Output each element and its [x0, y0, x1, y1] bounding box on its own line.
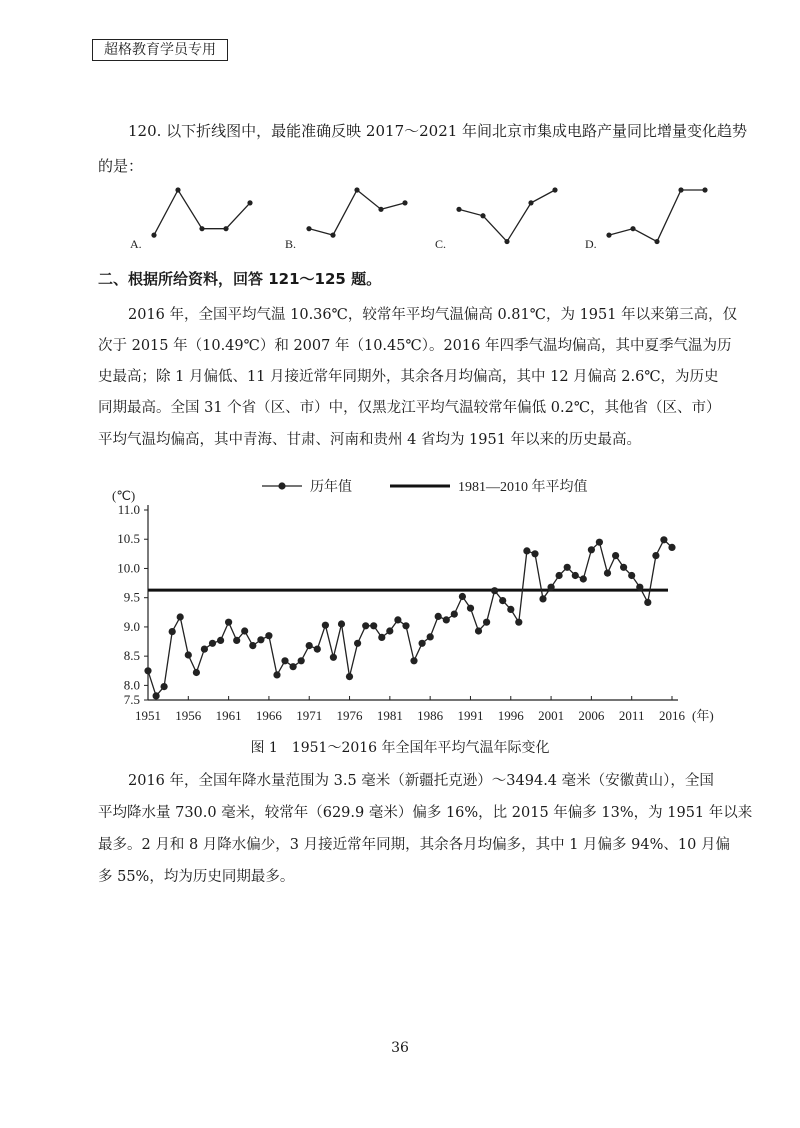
data-point	[338, 620, 345, 627]
option-label: A.	[130, 237, 142, 251]
y-tick-label: 8.5	[123, 648, 140, 664]
data-point	[628, 572, 635, 579]
data-point	[281, 657, 288, 664]
data-point	[435, 613, 442, 620]
option-point	[528, 200, 533, 205]
data-point	[314, 646, 321, 653]
option-line	[609, 190, 705, 242]
x-tick-label: 2016	[659, 708, 685, 723]
y-tick-label: 11.0	[117, 502, 140, 517]
option-point	[175, 187, 180, 192]
data-point	[233, 637, 240, 644]
data-point	[451, 611, 458, 618]
data-point	[177, 613, 184, 620]
paragraph-2-line: 最多。2 月和 8 月降水偏少，3 月接近常年同期，其余各月均偏多，其中 1 月偏多 94%、10 月偏	[98, 837, 730, 853]
data-point	[410, 657, 417, 664]
x-tick-label: 1971	[296, 708, 323, 723]
data-point	[330, 654, 337, 661]
data-point	[475, 627, 482, 634]
legend-series-marker	[278, 482, 285, 489]
data-point	[419, 640, 426, 647]
data-point	[572, 572, 579, 579]
x-tick-label: 2001	[538, 708, 565, 723]
data-point	[499, 597, 506, 604]
option-chart-a	[130, 187, 253, 251]
legend	[262, 478, 588, 495]
option-point	[378, 207, 383, 212]
data-point	[290, 663, 297, 670]
y-tick-label: 10.5	[117, 531, 140, 547]
data-point	[523, 547, 530, 554]
data-point	[370, 622, 377, 629]
data-point	[459, 593, 466, 600]
option-line	[459, 190, 555, 242]
data-point	[507, 606, 514, 613]
header-label: 超格教育学员专用	[92, 39, 228, 61]
option-point	[678, 187, 683, 192]
paragraph-2-line: 多 55%，均为历史同期最多。	[98, 869, 295, 885]
x-tick-label: 1966	[255, 708, 282, 723]
page-number: 36	[391, 1040, 409, 1056]
data-point	[620, 564, 627, 571]
x-tick-label: 2006	[578, 708, 605, 723]
y-tick-label: 9.5	[123, 589, 140, 605]
option-point	[552, 187, 557, 192]
y-tick-label: 10.0	[117, 560, 140, 576]
series-line	[148, 540, 672, 696]
data-point	[556, 572, 563, 579]
data-point	[144, 667, 151, 674]
option-point	[402, 200, 407, 205]
data-point	[427, 633, 434, 640]
data-point	[225, 619, 232, 626]
data-point	[153, 692, 160, 699]
question-line-2: 的是：	[98, 157, 144, 175]
data-point	[515, 619, 522, 626]
option-point	[223, 226, 228, 231]
section-title: 二、根据所给资料，回答 121～125 题。	[98, 270, 382, 288]
data-point	[201, 646, 208, 653]
data-point	[298, 657, 305, 664]
option-point	[306, 226, 311, 231]
x-tick-label: 1956	[175, 708, 202, 723]
data-point	[185, 651, 192, 658]
data-point	[249, 642, 256, 649]
data-point	[241, 627, 248, 634]
x-tick-label: 1981	[376, 708, 403, 723]
option-point	[702, 187, 707, 192]
data-point	[580, 575, 587, 582]
legend-baseline-label: 1981—2010 年平均值	[458, 480, 588, 495]
data-point	[346, 673, 353, 680]
data-point	[660, 536, 667, 543]
x-tick-label: 1961	[215, 708, 242, 723]
data-point	[652, 552, 659, 559]
paragraph-1-line: 平均气温均偏高，其中青海、甘肃、河南和贵州 4 省均为 1951 年以来的历史最高。	[98, 432, 642, 448]
data-point	[636, 584, 643, 591]
data-point	[531, 550, 538, 557]
data-point	[209, 640, 216, 647]
y-tick-label: 8.0	[123, 677, 140, 693]
data-point	[257, 636, 264, 643]
data-point	[596, 539, 603, 546]
data-point	[539, 595, 546, 602]
data-point	[588, 546, 595, 553]
paragraph-1-line: 史最高；除 1 月偏低、11 月接近常年同期外，其余各月均偏高，其中 12 月偏高 2.6℃，为历史	[98, 369, 719, 385]
data-point	[443, 616, 450, 623]
option-point	[456, 207, 461, 212]
paragraph-1-line: 次于 2015 年（10.49℃）和 2007 年（10.45℃）。2016 年四季气温均偏高，其中夏季气温为历	[98, 338, 732, 354]
temperature-chart	[0, 470, 800, 735]
option-chart-d	[585, 187, 708, 251]
data-point	[668, 544, 675, 551]
data-point	[564, 564, 571, 571]
x-tick-label: 1996	[497, 708, 524, 723]
option-point	[199, 226, 204, 231]
option-label: C.	[435, 237, 447, 251]
data-point	[169, 628, 176, 635]
legend-series-label: 历年值	[310, 480, 352, 495]
data-point	[491, 587, 498, 594]
option-point	[504, 239, 509, 244]
option-point	[630, 226, 635, 231]
option-point	[654, 239, 659, 244]
paragraph-2-line: 平均降水量 730.0 毫米，较常年（629.9 毫米）偏多 16%，比 2015 年偏多 13%，为 1951 年以来	[98, 805, 753, 821]
option-point	[247, 200, 252, 205]
data-point	[265, 632, 272, 639]
y-tick-label: 7.5	[123, 692, 140, 707]
y-axis-label: (℃)	[112, 488, 136, 503]
data-point	[217, 637, 224, 644]
x-tick-label: 2011	[618, 708, 645, 723]
option-label: D.	[585, 237, 597, 251]
option-point	[151, 233, 156, 238]
question-line-1: 120. 以下折线图中，最能准确反映 2017～2021 年间北京市集成电路产量同比增量变化趋势	[128, 122, 748, 140]
data-point	[378, 634, 385, 641]
option-chart-c	[435, 187, 558, 251]
data-point	[354, 640, 361, 647]
data-point	[193, 669, 200, 676]
data-point	[402, 622, 409, 629]
data-point	[548, 584, 555, 591]
x-axis-label: (年)	[692, 708, 714, 723]
paragraph-2-line: 2016 年，全国年降水量范围为 3.5 毫米（新疆托克逊）～3494.4 毫米（安徽黄山），全国	[128, 773, 714, 789]
option-point	[480, 213, 485, 218]
paragraph-1-line: 同期最高。全国 31 个省（区、市）中，仅黑龙江平均气温较常年偏低 0.2℃，其他省（区、市）	[98, 400, 721, 416]
data-point	[322, 622, 329, 629]
option-line	[309, 190, 405, 235]
option-point	[606, 233, 611, 238]
y-tick-label: 9.0	[123, 618, 140, 634]
option-chart-b	[285, 187, 408, 251]
data-point	[604, 570, 611, 577]
option-point	[354, 187, 359, 192]
data-point	[306, 642, 313, 649]
data-point	[394, 616, 401, 623]
data-point	[161, 683, 168, 690]
option-charts	[0, 180, 800, 260]
data-point	[362, 622, 369, 629]
x-tick-label: 1976	[336, 708, 363, 723]
data-point	[644, 599, 651, 606]
x-tick-label: 1991	[457, 708, 484, 723]
option-label: B.	[285, 237, 297, 251]
option-point	[330, 233, 335, 238]
paragraph-1-line: 2016 年，全国平均气温 10.36℃，较常年平均气温偏高 0.81℃，为 1951 年以来第三高，仅	[128, 307, 738, 323]
data-point	[467, 605, 474, 612]
chart-caption: 图 1 1951～2016 年全国年平均气温年际变化	[250, 740, 550, 756]
x-tick-label: 1951	[135, 708, 161, 723]
data-point	[273, 671, 280, 678]
data-point	[386, 627, 393, 634]
x-tick-label: 1986	[417, 708, 444, 723]
data-point	[483, 619, 490, 626]
data-point	[612, 552, 619, 559]
